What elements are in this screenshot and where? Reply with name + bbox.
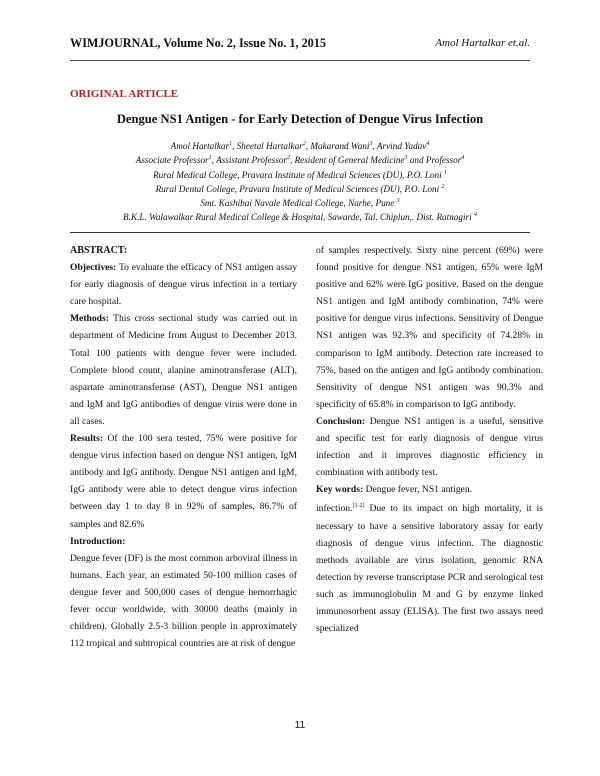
running-author: Amol Hartalkar et.al.: [435, 37, 530, 49]
author-designations: Associate Professor$^1$, Assistant Professor$^2$, Resident of General Medicine$^3$ and Professor$^4$: [135, 155, 465, 166]
journal-header: WIMJOURNAL, Volume No. 2, Issue No. 1, 2015: [70, 36, 326, 50]
affiliation-4: B.K.L. Walawalkar Rural Medical College & Hospital, Sawarde, Tal. Chiplun,. Dist. Ratnagiri $^4$: [123, 212, 477, 223]
article-title: Dengue NS1 Antigen - for Early Detection of Dengue Virus Infection: [116, 112, 484, 126]
objectives-paragraph: Objectives: To evaluate the efficacy of NS1 antigen assay for early diagnosis of dengue virus infection in a tertiary care hospital.: [70, 262, 297, 308]
methods-paragraph: Methods: This cross sectional study was carried out in department of Medicine from August to December 2013. Total 100 patients with dengue fever were included. Complete blood count, alanine aminotransferase (ALT), aspartate aminotransferase (AST), Dengue NS1 antigen and IgM and IgG antibodies of dengue virus were done in all cases.: [70, 313, 297, 427]
right-column: [316, 242, 543, 637]
keywords-paragraph: Key words: Dengue fever, NS1 antigen.: [316, 484, 473, 496]
affiliation-3: Smt. Kashibai Navale Medical College, Narhe, Pune $^3$: [200, 198, 400, 209]
results-paragraph: Results: Of the 100 sera tested, 75% were positive for dengue virus infection based on dengue NS1 antigen, IgM antibody and IgG antibody. Dengue NS1 antigen and IgM, IgG antibody were able to detect dengue virus infection between day 1 to day 8 in 92% of samples, 86.7% of samples and 82.6%: [70, 433, 297, 530]
author-names: Amol Hartalkar$^1$, Sheetal Hartalkar$^2$, Makarand Wani$^3$, Arvind Yadav$^4$: [170, 141, 430, 152]
header-rule: [70, 60, 530, 61]
conclusion-paragraph: Conclusion: Dengue NS1 antigen is a useful, sensitive and specific test for early diagnosis of dengue virus infection and it improves diagnostic efficiency in combination with antibody test.: [316, 415, 543, 479]
left-column: [70, 242, 297, 652]
abstract-rule: [70, 232, 530, 233]
section-label: ORIGINAL ARTICLE: [70, 88, 179, 100]
affiliation-2: Rural Dental College, Pravara Institute of Medical Sciences (DU), P.O. Loni $^2$: [155, 183, 445, 194]
author-block: [0, 138, 600, 224]
introduction-paragraph-2: infection.[1-2] Due to its impact on high mortality, it is necessary to have a sensitive laboratory assay for early diagnosis of dengue virus infection. The diagnostic methods available are virus isolation, genomic RNA detection by reverse transcriptase PCR and serological test such as immunoglobulin M and G by enzyme linked immunosorbent assay (ELISA). The first two assays need specialized: [316, 503, 543, 635]
results-continued: of samples respectively. Sixty nine percent (69%) were found positive for dengue NS1 antigen, 65% were IgM positive and 62% were IgG positive. Based on the dengue NS1 antigen and IgM antibody combination, 74% were positive for dengue virus infections. Sensitivity of Dengue NS1 antigen was 92.3% and specificity of 74.28% in comparison to IgM antibody. Detection rate increased to 75%, based on the antigen and IgG antibody combination. Sensitivity of dengue NS1 antigen was 90.3% and specificity of 65.8% in comparison to IgG antibody.: [316, 245, 543, 410]
affiliation-1: Rural Medical College, Pravara Institute of Medical Sciences (DU), P.O. Loni $^1$: [153, 169, 447, 180]
page-number: 11: [294, 720, 306, 731]
abstract-heading: ABSTRACT:: [70, 245, 128, 256]
introduction-heading: Introduction:: [70, 535, 126, 547]
introduction-paragraph-1: Dengue fever (DF) is the most common arboviral illness in humans. Each year, an estimated 50-100 million cases of dengue fever and 500,000 cases of dengue hemorrhagic fever occur worldwide, with 30000 deaths (mainly in children). Globally 2.5-3 billion people in approximately 112 tropical and subtropical countries are at risk of dengue: [70, 552, 297, 650]
